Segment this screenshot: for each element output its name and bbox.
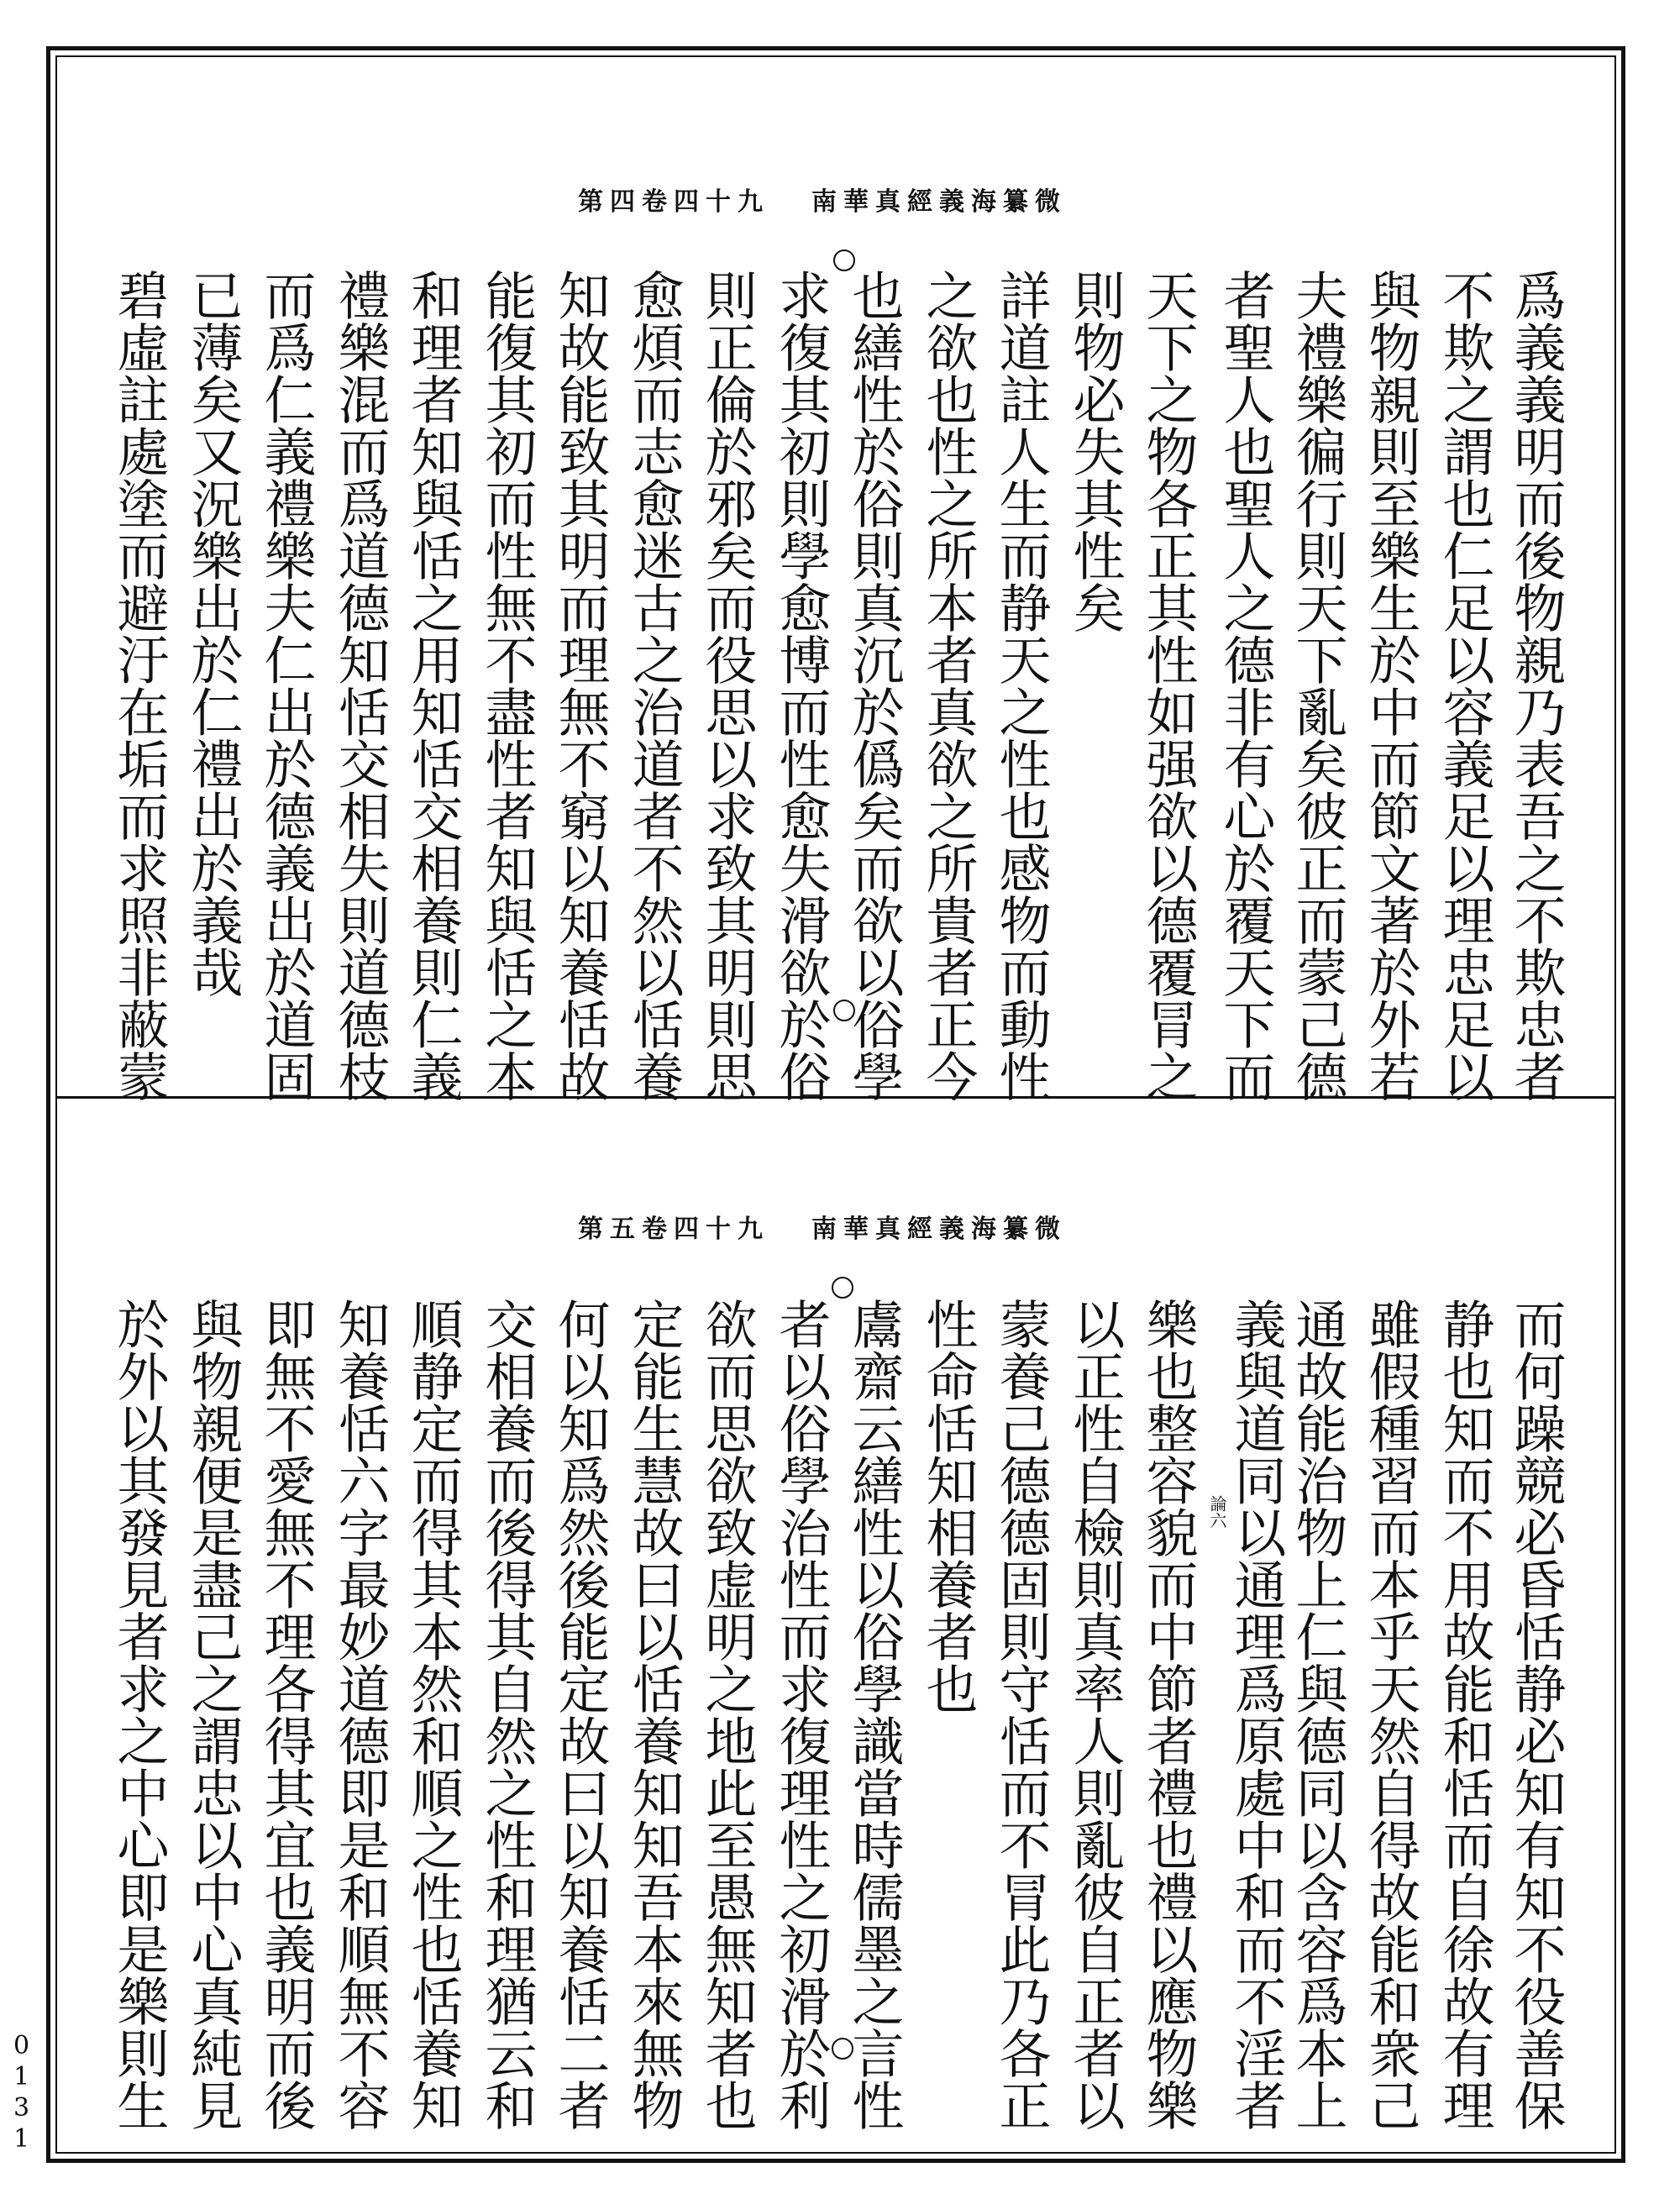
lower-column: 蒙養己德德固則守恬而不冐此乃各正 — [990, 1298, 1052, 2131]
lower-column: 欲而思欲致虚明之地此至愚無知者也 — [696, 1298, 758, 2131]
upper-column: 夫禮樂徧行則天下亂矣彼正而蒙己德 — [1287, 269, 1348, 1102]
lower-column: 交相養而後得其自然之性和理猶云和 — [476, 1298, 538, 2131]
lower-column: 鬳齋云繕性以俗學識當時儒墨之言性 — [843, 1298, 905, 2131]
upper-column: 天下之物各正其性如强欲以德覆冐之 — [1137, 269, 1199, 1102]
upper-column: 者聖人也聖人之德非有心於覆天下而 — [1215, 269, 1276, 1102]
lower-top-circle — [832, 1277, 853, 1299]
upper-column: 愈煩而志愈迷古之治道者不然以恬養 — [623, 269, 685, 1102]
lower-column: 知養恬六字最妙道德即是和順無不容 — [329, 1298, 391, 2131]
lower-column: 樂也整容貌而中節者禮也禮以應物樂 — [1137, 1298, 1199, 2131]
lower-column: 雖假種習而本乎天然自得故能和衆己 — [1360, 1298, 1421, 2131]
lower-column: 何以知爲然後能定故曰以知養恬二者 — [549, 1298, 611, 2131]
lower-column: 者以俗學治性而求復理性之初滑於利 — [770, 1298, 832, 2131]
upper-column: 與物親則至樂生於中而節文著於外若 — [1360, 269, 1421, 1102]
lower-margin-note: 論六 — [1207, 1495, 1227, 1529]
upper-column: 爲義義明而後物親乃表吾之不欺忠者 — [1505, 269, 1567, 1102]
lower-column: 而何躁競必昏恬静必知有知不役善保 — [1505, 1298, 1567, 2131]
lower-column: 於外以其發見者求之中心即是樂則生 — [108, 1298, 170, 2131]
upper-header-page: 第四 — [578, 187, 642, 217]
upper-column: 則正倫於邪矣而役思以求致其明則思 — [696, 269, 758, 1102]
upper-column: 則物必失其性矣 — [1064, 269, 1126, 633]
upper-page-header — [578, 181, 1067, 218]
lower-header-title: 南華真經義海纂微 — [811, 1215, 1067, 1244]
upper-column: 碧虛註處塗而避汙在垢而求照非蔽蒙 — [108, 269, 170, 1102]
upper-column: 能復其初而性無不盡性者知與恬之本 — [476, 269, 538, 1102]
lower-column: 以正性自檢則真率人則亂彼自正者以 — [1064, 1298, 1126, 2131]
lower-column: 與物親便是盡己之謂忠以中心真純見 — [182, 1298, 244, 2131]
upper-column: 已薄矣又況樂出於仁禮出於義哉 — [182, 269, 244, 998]
lower-column: 順静定而得其本然和順之性也恬養知 — [402, 1298, 464, 2131]
upper-column: 之欲也性之所本者真欲之所貴者正今 — [917, 269, 979, 1102]
upper-header-title: 南華真經義海纂微 — [811, 187, 1067, 217]
lower-header-page: 第五 — [578, 1215, 642, 1244]
lower-column: 通故能治物上仁與德同以含容爲本上 — [1287, 1298, 1348, 2131]
lower-column: 定能生慧故曰以恬養知知吾本來無物 — [623, 1298, 685, 2131]
lower-column: 性命恬知相養者也 — [917, 1298, 979, 1714]
lower-column: 静也知而不用故能和恬而自徐故有理 — [1434, 1298, 1495, 2131]
upper-header-volume: 卷四十九 — [642, 187, 769, 217]
lower-column: 即無不愛無不理各得其宜也義明而後 — [255, 1298, 317, 2131]
lower-column: 義與道同以通理爲原處中和而不淫者 — [1226, 1298, 1287, 2131]
upper-column: 詳道註人生而静天之性也感物而動性 — [990, 269, 1052, 1102]
lower-header-volume: 卷四十九 — [642, 1215, 769, 1244]
page-number: 0131 — [7, 2031, 36, 2155]
upper-column: 求復其初則學愈博而性愈失滑欲於俗 — [770, 269, 832, 1102]
lower-page-header — [578, 1208, 1067, 1245]
upper-column: 知故能致其明而理無不窮以知養恬故 — [549, 269, 611, 1102]
upper-column: 而爲仁義禮樂夫仁出於德義出於道固 — [255, 269, 317, 1102]
upper-column: 也繕性於俗則真沉於僞矣而欲以俗學 — [843, 269, 905, 1102]
upper-column: 禮樂混而爲道德知恬交相失則道德枝 — [329, 269, 391, 1102]
upper-column: 不欺之謂也仁足以容義足以理忠足以 — [1434, 269, 1495, 1102]
upper-column: 和理者知與恬之用知恬交相養則仁義 — [402, 269, 464, 1102]
